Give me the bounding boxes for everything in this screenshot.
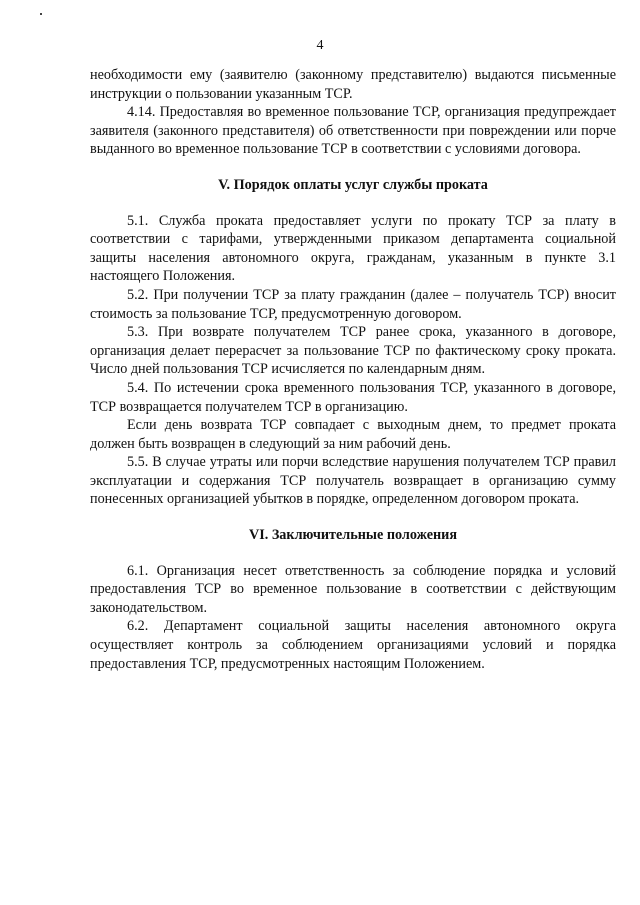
paragraph-6-1: 6.1. Организация несет ответственность за соблюдение порядка и условий предоставления ТСР во временное пользование в соответствии с действующим законодательством. — [90, 562, 616, 616]
paragraph-4-14: 4.14. Предоставляя во временное пользование ТСР, организация предупреждает заявителя (законного представителя) об ответственности при повреждении или порче выданного во временное пользование ТСР в соответствии с условиями договора. — [90, 104, 616, 158]
section-heading-v: V. Порядок оплаты услуг службы проката — [218, 176, 488, 193]
paragraph-6-2: 6.2. Департамент социальной защиты населения автономного округа осуществляет контроль за соблюдением организациями условий и порядка предоставления ТСР, предусмотренных настоящим Положением. — [90, 618, 616, 672]
page-number: 4 — [316, 38, 324, 53]
paragraph-5-5: 5.5. В случае утраты или порчи вследствие нарушения получателем ТСР правил эксплуатации и содержания ТСР получатель возвращает в организацию сумму понесенных организацией убытков в порядке, определенном договором проката. — [90, 454, 616, 508]
paragraph-5-4: 5.4. По истечении срока временного пользования ТСР, указанного в договоре, ТСР возвращается получателем ТСР в организацию. — [90, 379, 616, 415]
paragraph-5-3: 5.3. При возврате получателем ТСР ранее срока, указанного в договоре, организация делает перерасчет за пользование ТСР по фактическому сроку проката. Число дней пользования ТСР исчисляется по календарным дням. — [90, 324, 616, 378]
paragraph-5-2: 5.2. При получении ТСР за плату гражданин (далее – получатель ТСР) вносит стоимость за пользование ТСР, предусмотренную договором. — [90, 286, 616, 322]
paragraph-5-1: 5.1. Служба проката предоставляет услуги по прокату ТСР за плату в соответствии с тарифами, утвержденными приказом департамента социальной защиты населения автономного округа, гражданам, указанным в пункте 3.1 настоящего Положения. — [90, 212, 616, 285]
paragraph-5-4-holiday: Если день возврата ТСР совпадает с выходным днем, то предмет проката должен быть возвращен в следующий за ним рабочий день. — [90, 417, 616, 452]
section-heading-vi: VI. Заключительные положения — [248, 527, 458, 544]
scan-speck — [40, 13, 42, 15]
paragraph-continuation: необходимости ему (заявителю (законному представителю) выдаются письменные инструкции о пользовании указанным ТСР. — [90, 67, 616, 102]
document-body — [90, 66, 616, 673]
